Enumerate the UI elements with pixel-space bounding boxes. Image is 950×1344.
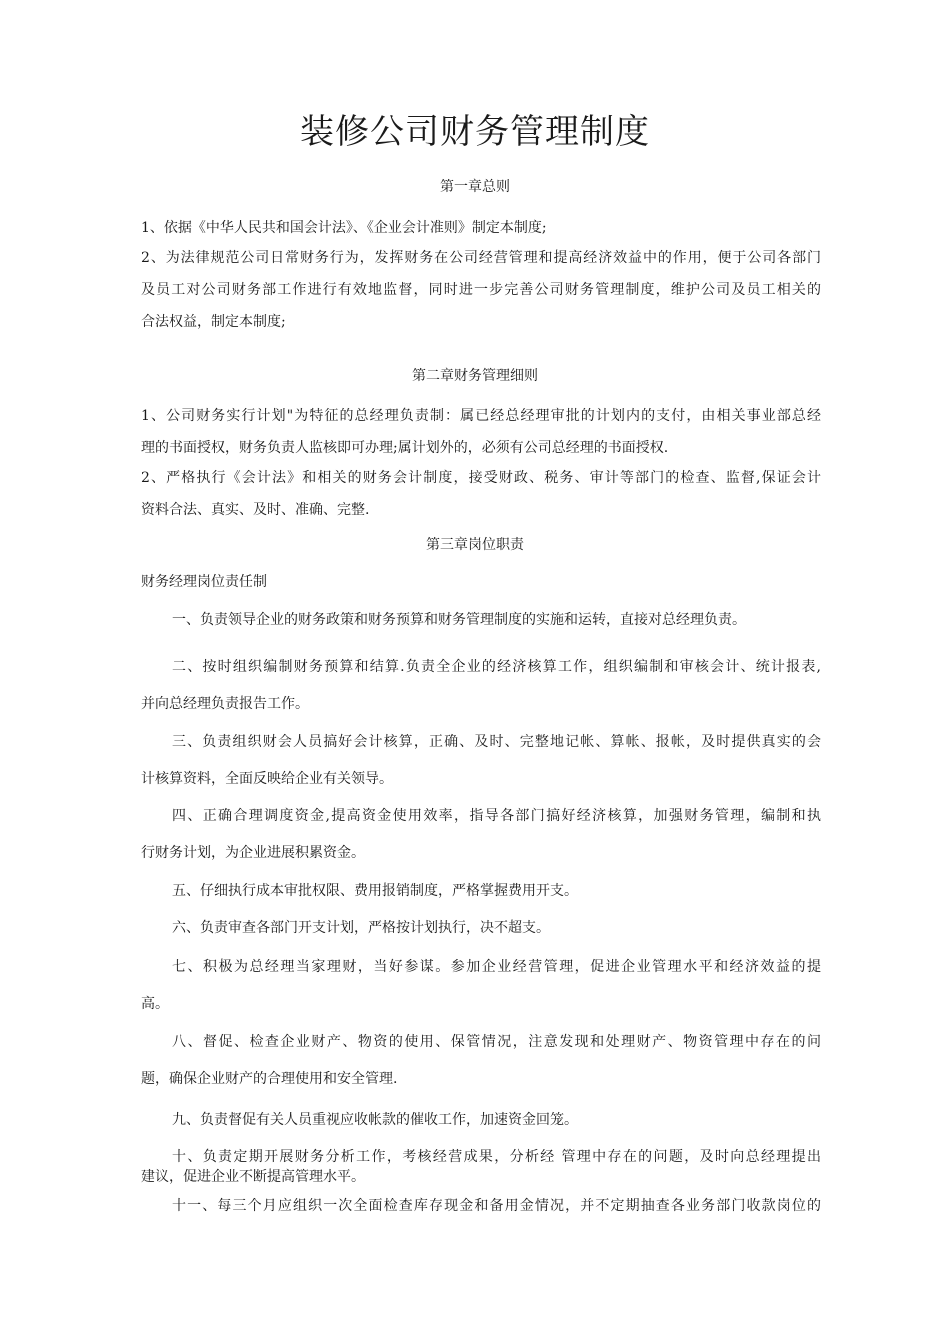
text-line: 合法权益，制定本制度; bbox=[141, 314, 286, 330]
duty-item-7 bbox=[141, 957, 821, 1014]
document-title: 装修公司财务管理制度 bbox=[300, 112, 650, 152]
text-line: 行财务计划，为企业进展积累资金。 bbox=[141, 845, 365, 861]
duty-item-4 bbox=[141, 806, 821, 863]
duty-item-10 bbox=[141, 1147, 821, 1187]
duty-item-11 bbox=[141, 1196, 821, 1216]
text-line: 题，确保企业财产的合理使用和安全管理. bbox=[141, 1071, 398, 1087]
text-line: 高。 bbox=[141, 996, 169, 1012]
chapter-2-heading: 第二章财务管理细则 bbox=[412, 368, 538, 384]
duty-item-9 bbox=[141, 1110, 821, 1130]
chapter-1-heading: 第一章总则 bbox=[440, 179, 510, 195]
duty-item-3 bbox=[141, 732, 821, 789]
text-line: 三、负责组织财会人员搞好会计核算，正确、及时、完整地记帐、算帐、报帐，及时提供真实的会 bbox=[172, 734, 821, 750]
text-line: 十一、每三个月应组织一次全面检查库存现金和备用金情况，并不定期抽查各业务部门收款岗位的 bbox=[172, 1198, 821, 1214]
duty-item-1 bbox=[141, 610, 821, 630]
text-line: 1、依据《中华人民共和国会计法》、《企业会计准则》制定本制度; bbox=[141, 220, 547, 236]
text-line: 六、负责审查各部门开支计划，严格按计划执行，决不超支。 bbox=[172, 920, 550, 936]
text-line: 七、积极为总经理当家理财，当好参谋。参加企业经营管理，促进企业管理水平和经济效益的提 bbox=[172, 959, 821, 975]
ch2-paragraph-1 bbox=[141, 406, 821, 458]
text-line: 资料合法、真实、及时、准确、完整. bbox=[141, 502, 370, 518]
text-line: 并向总经理负责报告工作。 bbox=[141, 696, 309, 712]
text-line: 计核算资料，全面反映给企业有关领导。 bbox=[141, 771, 393, 787]
duty-item-6 bbox=[141, 918, 821, 938]
ch3-subheading bbox=[141, 572, 821, 592]
duty-item-5 bbox=[141, 881, 821, 901]
text-line: 二、按时组织编制财务预算和结算.负责全企业的经济核算工作，组织编制和审核会计、统计报表, bbox=[172, 659, 821, 675]
ch1-paragraph-1 bbox=[141, 218, 821, 238]
ch1-paragraph-2 bbox=[141, 248, 821, 332]
text-line: 1、公司财务实行计划"为特征的总经理负责制：属已经总经理审批的计划内的支付，由相关事业部总经 bbox=[141, 408, 821, 424]
chapter-3-heading: 第三章岗位职责 bbox=[426, 537, 524, 553]
text-line: 2、为法律规范公司日常财务行为，发挥财务在公司经营管理和提高经济效益中的作用，便于公司各部门 bbox=[141, 250, 821, 266]
text-line: 九、负责督促有关人员重视应收帐款的催收工作，加速资金回笼。 bbox=[172, 1112, 578, 1128]
text-line: 十、负责定期开展财务分析工作，考核经营成果，分析经 管理中存在的问题，及时向总经理提出 bbox=[172, 1149, 821, 1165]
text-line: 财务经理岗位责任制 bbox=[141, 574, 267, 590]
text-line: 建议，促进企业不断提高管理水平。 bbox=[141, 1169, 365, 1185]
duty-item-2 bbox=[141, 657, 821, 714]
text-line: 五、仔细执行成本审批权限、费用报销制度，严格掌握费用开支。 bbox=[172, 883, 578, 899]
text-line: 四、正确合理调度资金,提高资金使用效率，指导各部门搞好经济核算，加强财务管理，编制和执 bbox=[172, 808, 821, 824]
duty-item-8 bbox=[141, 1032, 821, 1089]
ch2-paragraph-2 bbox=[141, 468, 821, 520]
text-line: 2、严格执行《会计法》和相关的财务会计制度，接受财政、税务、审计等部门的检查、监督,保证会计 bbox=[141, 470, 821, 486]
text-line: 理的书面授权，财务负责人监核即可办理;属计划外的，必须有公司总经理的书面授权. bbox=[141, 440, 669, 456]
text-line: 一、负责领导企业的财务政策和财务预算和财务管理制度的实施和运转，直接对总经理负责。 bbox=[172, 612, 746, 628]
text-line: 八、督促、检查企业财产、物资的使用、保管情况，注意发现和处理财产、物资管理中存在的问 bbox=[172, 1034, 821, 1050]
text-line: 及员工对公司财务部工作进行有效地监督，同时进一步完善公司财务管理制度，维护公司及员工相关的 bbox=[141, 282, 821, 298]
